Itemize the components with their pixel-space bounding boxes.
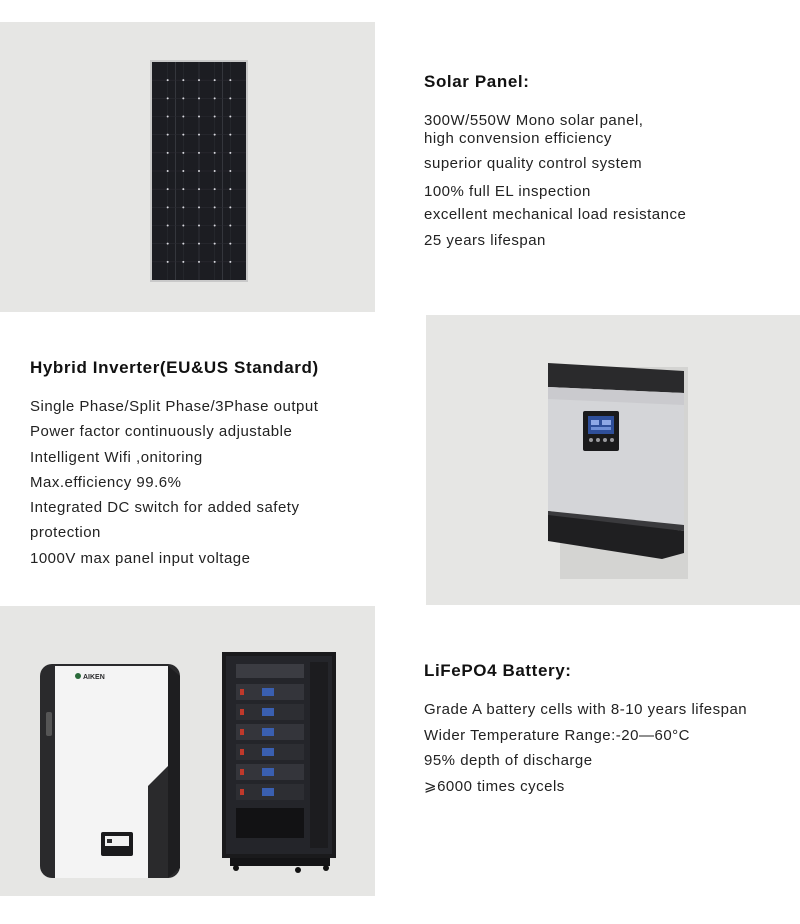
- battery-line-1: Grade A battery cells with 8-10 years lifespan: [424, 701, 748, 718]
- inverter-image-panel: [426, 315, 800, 605]
- solar-line-1: 300W/550W Mono solar panel,: [424, 112, 644, 129]
- battery-line-2: Wider Temperature Range:-20—60°C: [424, 726, 691, 744]
- inverter-line-2: Power factor continuously adjustable: [30, 423, 293, 441]
- hybrid-inverter-image: [426, 315, 800, 605]
- battery-line-4: ⩾6000 times cycels: [424, 777, 565, 795]
- solar-description: [424, 72, 686, 250]
- inverter-line-7: 1000V max panel input voltage: [30, 549, 251, 567]
- solar-panel-image: [0, 22, 375, 312]
- battery-brand-logo: AIKEN: [83, 674, 105, 681]
- solar-title: Solar Panel:: [424, 72, 530, 91]
- inverter-title: Hybrid Inverter(EU&US Standard): [30, 358, 319, 377]
- inverter-line-6: protection: [30, 524, 101, 542]
- battery-description: [424, 661, 747, 799]
- battery-image-panel: [0, 606, 375, 896]
- solar-image-panel: [0, 22, 375, 312]
- inverter-line-1: Single Phase/Split Phase/3Phase output: [30, 398, 319, 415]
- battery-title: LiFePO4 Battery:: [424, 661, 572, 680]
- battery-image: [0, 606, 375, 896]
- battery-line-3: 95% depth of discharge: [424, 752, 593, 769]
- inverter-line-5: Integrated DC switch for added safety: [30, 499, 300, 517]
- inverter-line-4: Max.efficiency 99.6%: [30, 473, 182, 491]
- solar-line-6: 25 years lifespan: [424, 232, 546, 249]
- solar-line-4: 100% full EL inspection: [424, 183, 591, 200]
- solar-line-2: high convension efficiency: [424, 130, 612, 147]
- inverter-description: [30, 358, 319, 571]
- solar-line-5: excellent mechanical load resistance: [424, 206, 687, 223]
- inverter-line-3: Intelligent Wifi ,onitoring: [30, 448, 203, 466]
- solar-line-3: superior quality control system: [424, 155, 643, 172]
